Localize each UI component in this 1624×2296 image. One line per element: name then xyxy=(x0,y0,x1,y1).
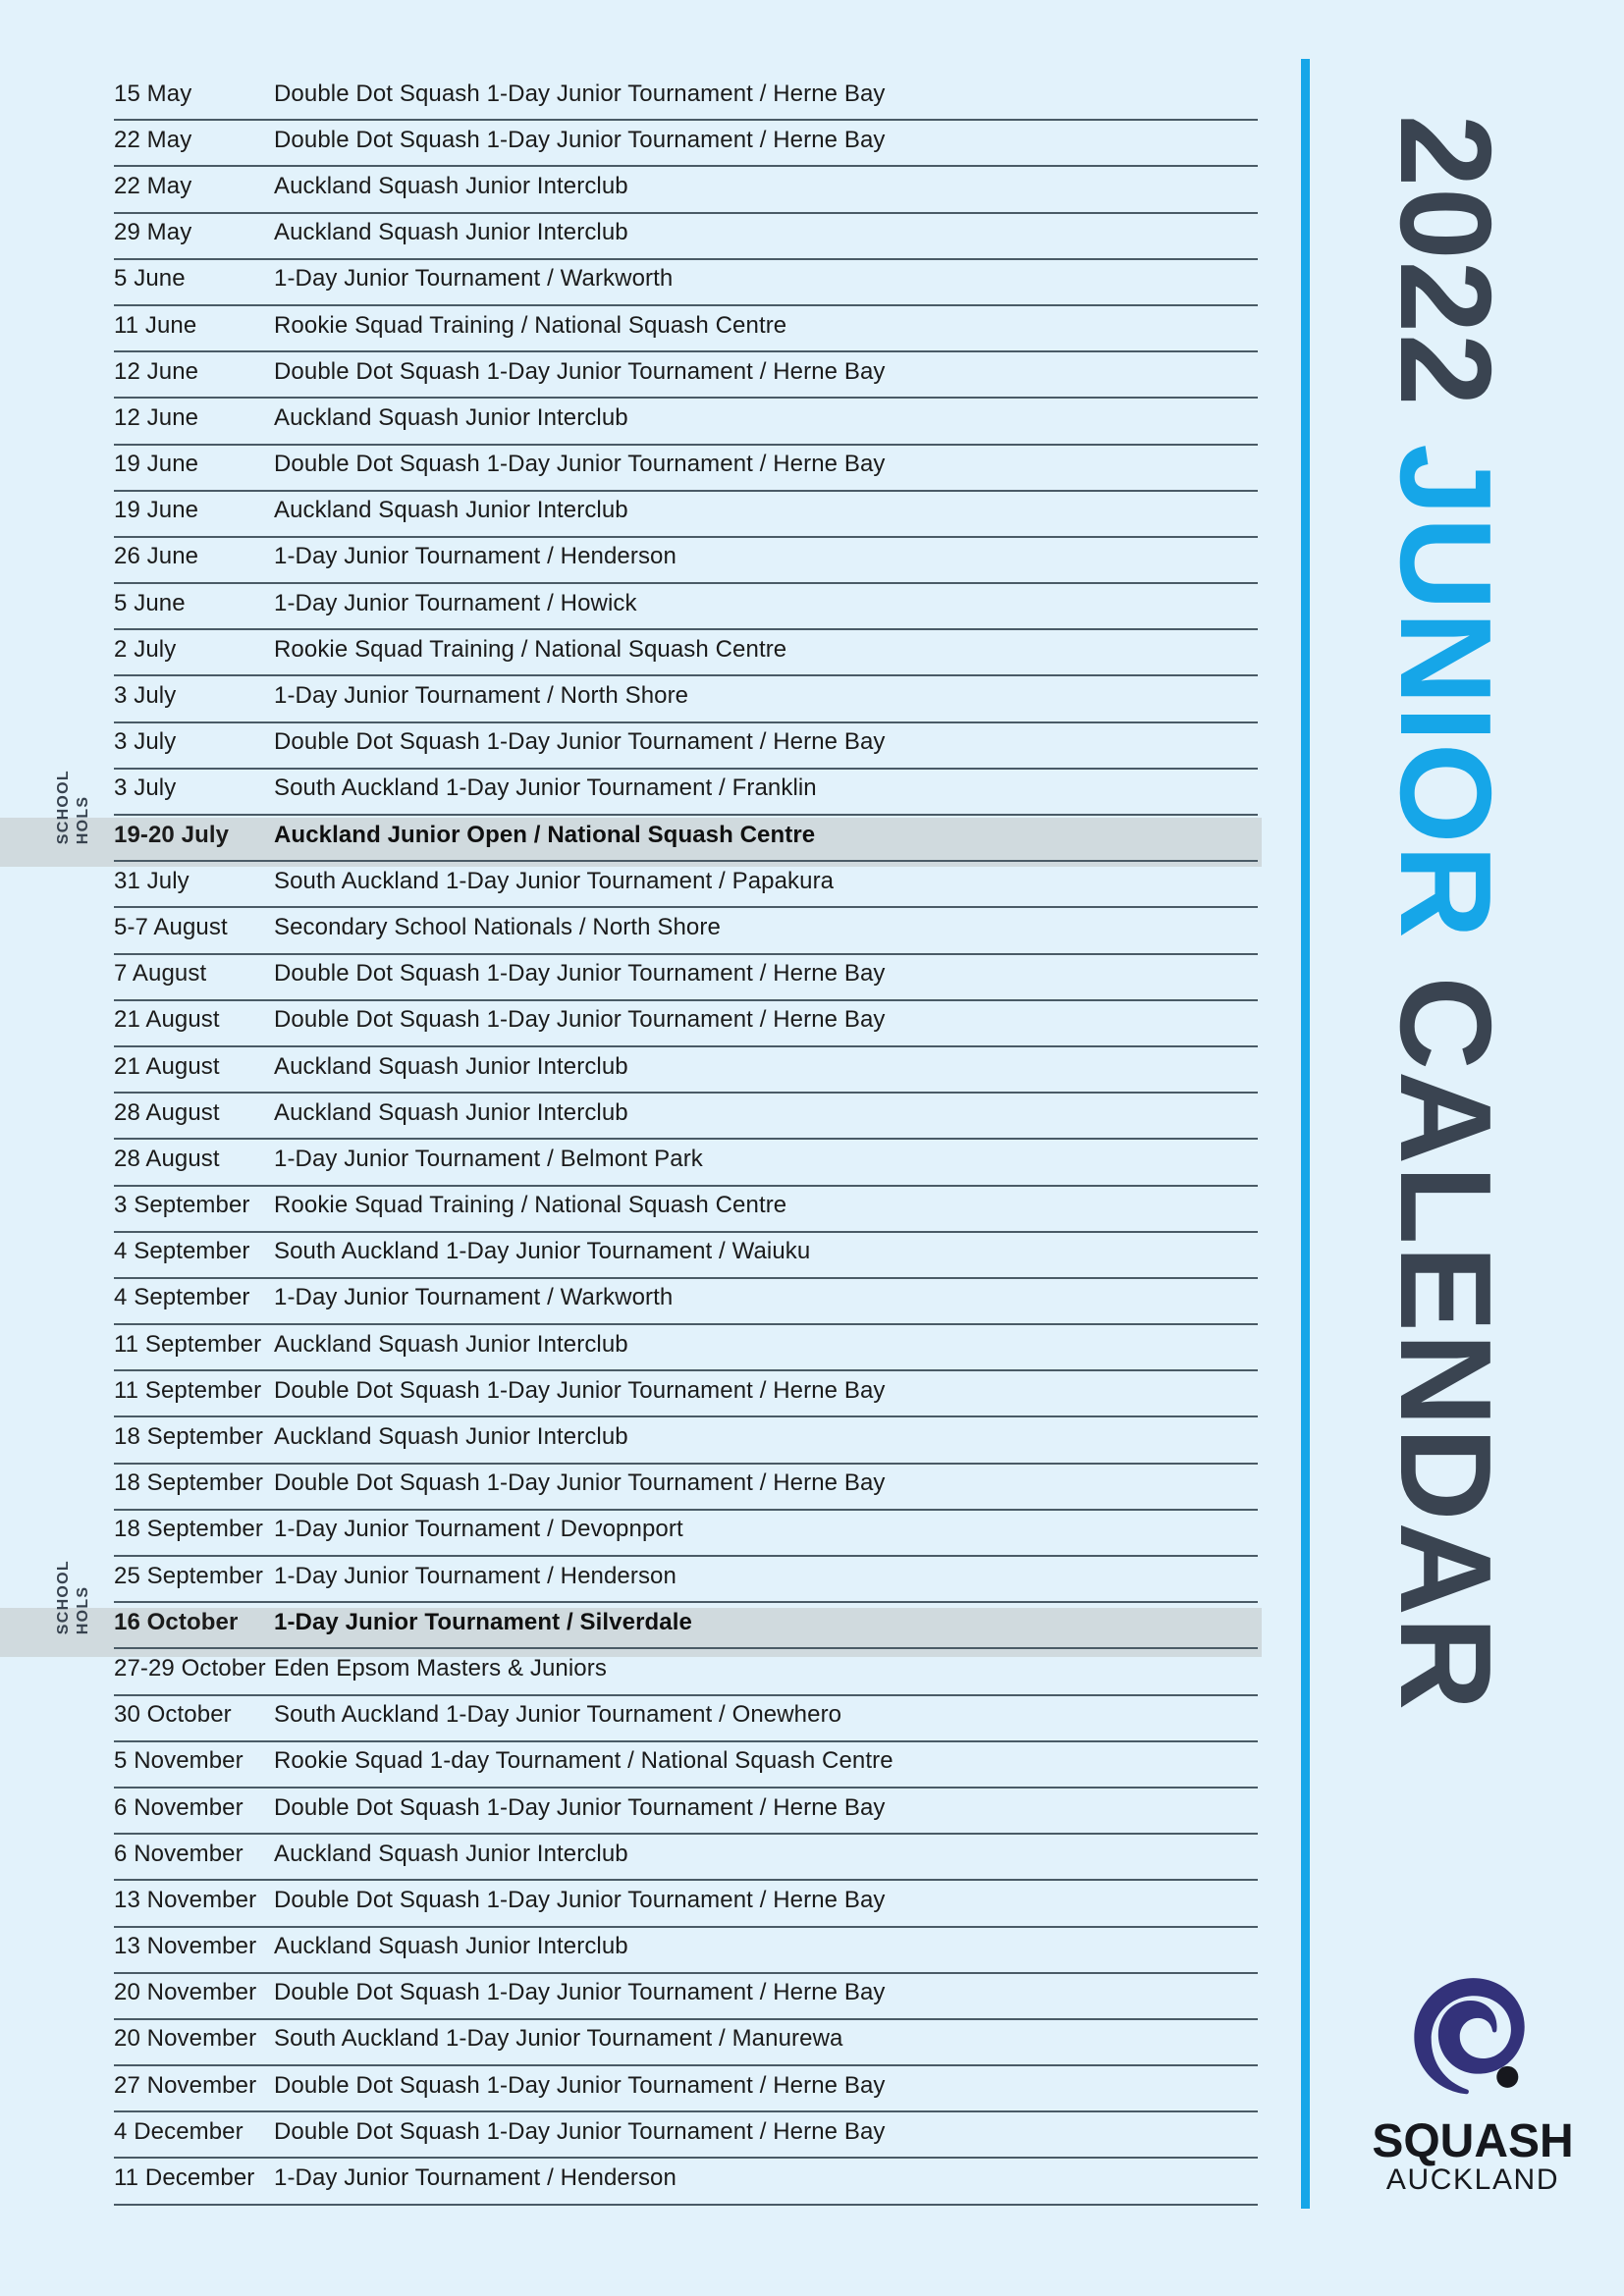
event-title: Double Dot Squash 1-Day Junior Tournament / Herne Bay xyxy=(274,1006,886,1034)
event-title: 1-Day Junior Tournament / North Shore xyxy=(274,682,689,710)
calendar-row xyxy=(114,1140,1258,1186)
calendar-row xyxy=(114,1047,1258,1094)
event-date: 12 June xyxy=(114,403,199,431)
event-date: 19 June xyxy=(114,451,199,478)
calendar-row xyxy=(114,1279,1258,1325)
event-date: 26 June xyxy=(114,543,199,570)
calendar-row xyxy=(114,1881,1258,1927)
calendar-row xyxy=(114,399,1258,445)
calendar-row xyxy=(114,862,1258,908)
calendar-row xyxy=(114,214,1258,260)
event-title: Double Dot Squash 1-Day Junior Tournament / Herne Bay xyxy=(274,1886,886,1913)
calendar-row xyxy=(114,1325,1258,1371)
event-title: Double Dot Squash 1-Day Junior Tournament / Herne Bay xyxy=(274,451,886,478)
event-title: 1-Day Junior Tournament / Devopnport xyxy=(274,1516,683,1543)
event-title: Auckland Squash Junior Interclub xyxy=(274,1423,628,1451)
logo-wordmark: SQUASH xyxy=(1372,2115,1574,2167)
school-holidays-label-line1: SCHOOL xyxy=(55,1560,72,1635)
event-title: Double Dot Squash 1-Day Junior Tournament / Herne Bay xyxy=(274,2071,886,2099)
event-title: 1-Day Junior Tournament / Warkworth xyxy=(274,1284,674,1311)
logo-subtext: AUCKLAND xyxy=(1385,2163,1560,2196)
calendar-row xyxy=(114,260,1258,306)
calendar-row xyxy=(114,1465,1258,1511)
event-title: South Auckland 1-Day Junior Tournament / Franklin xyxy=(274,774,817,802)
event-title: Auckland Squash Junior Interclub xyxy=(274,1933,628,1960)
event-title: 1-Day Junior Tournament / Henderson xyxy=(274,543,677,570)
event-title: South Auckland 1-Day Junior Tournament / Waiuku xyxy=(274,1238,811,1265)
event-title: Double Dot Squash 1-Day Junior Tournament / Herne Bay xyxy=(274,960,886,988)
title-junior: JUNIOR xyxy=(1374,444,1518,939)
event-date: 19 June xyxy=(114,497,199,524)
event-title: Secondary School Nationals / North Shore xyxy=(274,913,721,940)
school-holidays-label-october xyxy=(55,1560,92,1634)
school-holidays-label-july xyxy=(55,770,92,844)
calendar-row xyxy=(114,584,1258,630)
event-title: 1-Day Junior Tournament / Silverdale xyxy=(274,1608,692,1635)
event-date: 20 November xyxy=(114,2025,257,2053)
event-date: 11 September xyxy=(114,1330,262,1358)
calendar-row xyxy=(114,908,1258,954)
event-title: Rookie Squad 1-day Tournament / National Squash Centre xyxy=(274,1747,893,1775)
squash-swirl-icon xyxy=(1402,1973,1544,2115)
event-title: Auckland Squash Junior Interclub xyxy=(274,1098,628,1126)
event-date: 12 June xyxy=(114,357,199,385)
event-title: Double Dot Squash 1-Day Junior Tournament / Herne Bay xyxy=(274,1376,886,1404)
calendar-row xyxy=(114,446,1258,492)
calendar-row xyxy=(114,1835,1258,1881)
event-title: Double Dot Squash 1-Day Junior Tournament / Herne Bay xyxy=(274,80,886,107)
squash-ball-dot xyxy=(1496,2066,1518,2088)
school-holidays-label-line1: SCHOOL xyxy=(55,770,72,845)
calendar-row xyxy=(114,1974,1258,2020)
event-date: 18 September xyxy=(114,1516,263,1543)
calendar-row xyxy=(114,306,1258,352)
calendar-row xyxy=(114,2112,1258,2159)
event-title: Double Dot Squash 1-Day Junior Tournament / Herne Bay xyxy=(274,126,886,153)
event-title: Double Dot Squash 1-Day Junior Tournament / Herne Bay xyxy=(274,1793,886,1821)
event-title: Rookie Squad Training / National Squash Centre xyxy=(274,311,787,339)
event-title: South Auckland 1-Day Junior Tournament / Onewhero xyxy=(274,1701,842,1729)
event-date: 28 August xyxy=(114,1145,220,1172)
event-date: 4 September xyxy=(114,1284,250,1311)
event-date: 18 September xyxy=(114,1469,263,1497)
event-date: 5 June xyxy=(114,589,186,616)
calendar-row xyxy=(114,1417,1258,1464)
calendar-row xyxy=(114,492,1258,538)
event-title: 1-Day Junior Tournament / Belmont Park xyxy=(274,1145,703,1172)
calendar-row xyxy=(114,770,1258,816)
event-date: 20 November xyxy=(114,1979,257,2006)
event-title: 1-Day Junior Tournament / Howick xyxy=(274,589,637,616)
event-date: 7 August xyxy=(114,960,207,988)
event-date: 6 November xyxy=(114,1840,244,1867)
event-date: 29 May xyxy=(114,219,192,246)
calendar-row xyxy=(114,352,1258,399)
school-holidays-label-line2: HOLS xyxy=(75,795,91,845)
event-date: 25 September xyxy=(114,1562,263,1589)
event-title: Auckland Squash Junior Interclub xyxy=(274,172,628,199)
event-title: 1-Day Junior Tournament / Henderson xyxy=(274,1562,677,1589)
event-date: 31 July xyxy=(114,867,189,894)
event-date: 28 August xyxy=(114,1098,220,1126)
calendar-row xyxy=(114,955,1258,1001)
event-title: Auckland Squash Junior Interclub xyxy=(274,1330,628,1358)
event-date: 22 May xyxy=(114,126,192,153)
event-date: 4 December xyxy=(114,2117,244,2145)
title-year: 2022 xyxy=(1374,114,1518,407)
event-date: 5 November xyxy=(114,1747,244,1775)
event-date: 6 November xyxy=(114,1793,244,1821)
event-title: Auckland Squash Junior Interclub xyxy=(274,219,628,246)
calendar-row xyxy=(114,676,1258,722)
event-title: Auckland Squash Junior Interclub xyxy=(274,1840,628,1867)
event-date: 27-29 October xyxy=(114,1654,266,1682)
event-date: 5-7 August xyxy=(114,913,228,940)
calendar-row xyxy=(114,1233,1258,1279)
event-title: 1-Day Junior Tournament / Henderson xyxy=(274,2164,677,2192)
event-date: 4 September xyxy=(114,1238,250,1265)
calendar-row xyxy=(114,538,1258,584)
calendar-row xyxy=(114,121,1258,167)
calendar-row xyxy=(114,1696,1258,1742)
event-title: Auckland Junior Open / National Squash Centre xyxy=(274,821,816,848)
calendar-row xyxy=(114,1928,1258,1974)
event-date: 3 July xyxy=(114,682,177,710)
calendar-row xyxy=(114,1742,1258,1789)
event-date: 2 July xyxy=(114,635,177,663)
calendar-row xyxy=(114,1371,1258,1417)
event-title: South Auckland 1-Day Junior Tournament / Manurewa xyxy=(274,2025,843,2053)
calendar-row xyxy=(114,1789,1258,1835)
event-date: 11 June xyxy=(114,311,197,339)
event-date: 19-20 July xyxy=(114,821,230,848)
event-date: 3 July xyxy=(114,774,177,802)
event-date: 3 September xyxy=(114,1192,250,1219)
calendar-row xyxy=(114,2020,1258,2066)
calendar-row xyxy=(114,75,1258,121)
event-title: Auckland Squash Junior Interclub xyxy=(274,403,628,431)
event-date: 13 November xyxy=(114,1886,257,1913)
event-date: 16 October xyxy=(114,1608,239,1635)
calendar-row xyxy=(114,816,1258,862)
calendar-table xyxy=(114,75,1258,2206)
event-title: Eden Epsom Masters & Juniors xyxy=(274,1654,607,1682)
event-date: 30 October xyxy=(114,1701,232,1729)
calendar-row xyxy=(114,630,1258,676)
event-title: Double Dot Squash 1-Day Junior Tournament / Herne Bay xyxy=(274,357,886,385)
event-date: 21 August xyxy=(114,1052,220,1080)
event-date: 11 December xyxy=(114,2164,255,2192)
accent-rule xyxy=(1301,59,1310,2209)
calendar-row xyxy=(114,1557,1258,1603)
event-title: Auckland Squash Junior Interclub xyxy=(274,1052,628,1080)
event-title: Rookie Squad Training / National Squash Centre xyxy=(274,1192,787,1219)
event-date: 15 May xyxy=(114,80,192,107)
event-title: 1-Day Junior Tournament / Warkworth xyxy=(274,265,674,293)
school-holidays-label-line2: HOLS xyxy=(75,1585,91,1635)
event-title: Auckland Squash Junior Interclub xyxy=(274,497,628,524)
event-date: 21 August xyxy=(114,1006,220,1034)
poster-title xyxy=(1327,0,1563,1826)
event-title: Double Dot Squash 1-Day Junior Tournament / Herne Bay xyxy=(274,2117,886,2145)
calendar-row xyxy=(114,1001,1258,1047)
calendar-row xyxy=(114,1511,1258,1557)
title-calendar: CALENDAR xyxy=(1374,976,1518,1712)
event-date: 13 November xyxy=(114,1933,257,1960)
event-title: South Auckland 1-Day Junior Tournament / Papakura xyxy=(274,867,835,894)
calendar-row xyxy=(114,1094,1258,1140)
calendar-row xyxy=(114,1649,1258,1695)
calendar-row xyxy=(114,2159,1258,2205)
event-date: 3 July xyxy=(114,728,177,756)
event-title: Double Dot Squash 1-Day Junior Tournament / Herne Bay xyxy=(274,1469,886,1497)
event-date: 11 September xyxy=(114,1376,262,1404)
calendar-row xyxy=(114,1187,1258,1233)
calendar-row xyxy=(114,723,1258,770)
calendar-row xyxy=(114,2066,1258,2112)
event-date: 5 June xyxy=(114,265,186,293)
event-date: 18 September xyxy=(114,1423,263,1451)
calendar-row xyxy=(114,167,1258,213)
event-date: 22 May xyxy=(114,172,192,199)
squash-auckland-logo xyxy=(1360,1973,1586,2195)
event-title: Double Dot Squash 1-Day Junior Tournament / Herne Bay xyxy=(274,728,886,756)
event-date: 27 November xyxy=(114,2071,257,2099)
calendar-row xyxy=(114,1603,1258,1649)
event-title: Rookie Squad Training / National Squash Centre xyxy=(274,635,787,663)
event-title: Double Dot Squash 1-Day Junior Tournament / Herne Bay xyxy=(274,1979,886,2006)
